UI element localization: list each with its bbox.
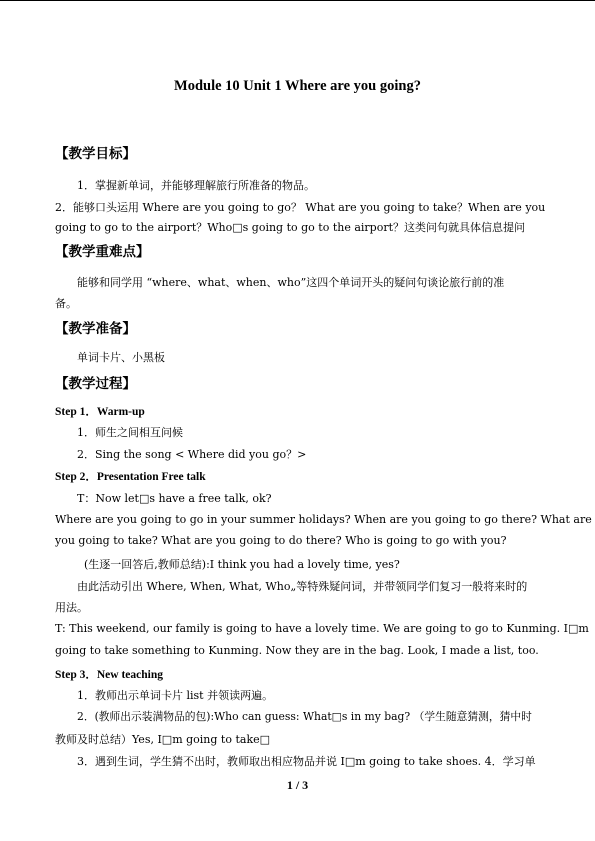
step-2-line-3: you going to take? What are you going to do there? Who is going to go with you? (55, 534, 507, 547)
heading-preparation: 【教学准备】 (55, 321, 136, 337)
heading-teaching-goals: 【教学目标】 (55, 146, 136, 162)
step-3-item-3-line-1: 3．遇到生词，学生猜不出时，教师取出相应物品并说 I□m going to take shoes. 4．学习单 (77, 755, 536, 768)
key-points-line-1: 能够和同学用 “where、what、when、who”这四个单词开头的疑问句谈论旅行前的准 (77, 276, 505, 289)
step-3-item-2-line-1: 2．(教师出示装满物品的包):Who can guess: What□s in my bag? （学生随意猜测，猜中时 (77, 710, 532, 723)
goal-item-2-line-2: going to go to the airport？Who□s going to go to the airport？这类问句就具体信息提问 (55, 221, 526, 234)
step-3-title: Step 3．New teaching (55, 669, 163, 681)
step-1-title: Step 1．Warm-up (55, 406, 145, 418)
step-2-line-5: 由此活动引出 Where, When, What, Who„等特殊疑问词，并带领同学们复习一般将来时的 (77, 580, 528, 593)
step-2-line-7: T: This weekend, our family is going to have a lovely time. We are going to go to Kunming. I□m (55, 622, 589, 635)
step-2-title: Step 2．Presentation Free talk (55, 471, 206, 483)
step-3-item-1: 1．教师出示单词卡片 list 并领读两遍。 (77, 689, 274, 702)
goal-item-2-line-1: 2．能够口头运用 Where are you going to go？ What are you going to take？When are you (55, 201, 546, 214)
step-2-line-6: 用法。 (55, 601, 88, 614)
heading-teaching-process: 【教学过程】 (55, 376, 136, 392)
step-1-item-1: 1．师生之间相互问候 (77, 426, 183, 439)
step-2-line-4: (生逐一回答后,教师总结):I think you had a lovely time, yes? (84, 558, 400, 571)
page-number: 1 / 3 (286, 778, 309, 792)
key-points-line-2: 备。 (55, 297, 77, 310)
preparation-line-1: 单词卡片、小黑板 (77, 351, 165, 364)
step-2-line-1: T：Now let□s have a free talk, ok? (77, 492, 272, 505)
goal-item-1: 1．掌握新单词，并能够理解旅行所准备的物品。 (77, 179, 315, 192)
step-2-line-8: going to take something to Kunming. Now they are in the bag. Look, I made a list, too. (55, 644, 539, 657)
step-1-item-2: 2．Sing the song < Where did you go？> (77, 448, 307, 461)
step-2-line-2: Where are you going to go in your summer holidays? When are you going to go there? What are (55, 513, 592, 526)
heading-key-points: 【教学重难点】 (55, 244, 150, 260)
step-3-item-2-line-2: 教师及时总结）Yes, I□m going to take□ (55, 733, 271, 746)
document-title: Module 10 Unit 1 Where are you going? (174, 78, 421, 94)
